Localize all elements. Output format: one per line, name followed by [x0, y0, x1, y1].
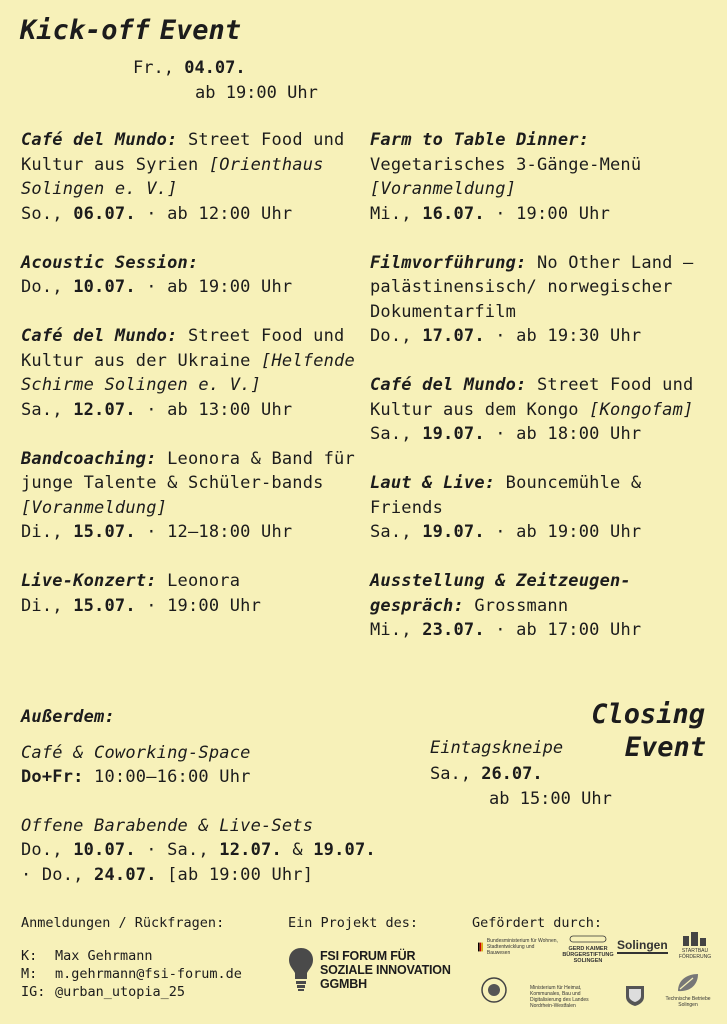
- text: · Do.,: [21, 864, 95, 885]
- event-date: 12.07.: [73, 399, 136, 420]
- nrw-crest-icon: [625, 985, 645, 1007]
- buildings-icon: [682, 930, 708, 946]
- event-time: · ab 18:00 Uhr: [484, 424, 642, 444]
- event-title: Farm to Table Dinner:: [370, 130, 590, 150]
- event-time: · 19:00 Uhr: [484, 203, 611, 224]
- event-note: [Voranmeldung]: [21, 497, 168, 518]
- kickoff-title-line1: Kick-off: [20, 15, 151, 46]
- event-date-line: [370, 520, 710, 545]
- fsi-name: [320, 949, 451, 991]
- event-description: [370, 471, 710, 520]
- event-date: 10.07.: [73, 277, 136, 297]
- event-title: Filmvorführung:: [370, 252, 527, 273]
- event-desc: Bouncemühle & Friends: [370, 473, 642, 518]
- event-day: Mi.,: [370, 203, 412, 224]
- ausserdem-heading: Außerdem:: [21, 707, 115, 727]
- project-heading: Ein Projekt des:: [288, 915, 419, 931]
- fsi-logo: [288, 946, 451, 994]
- event-entry: [370, 471, 710, 545]
- closing-date-line: [430, 762, 706, 787]
- event-time: · ab 19:30 Uhr: [484, 326, 642, 346]
- eagle-icon: [478, 938, 484, 956]
- event-day: Di.,: [21, 595, 63, 616]
- event-description: [370, 251, 710, 325]
- event-desc: No Other Land – palästinensisch/ norwegischer Dokumentarfilm: [370, 252, 694, 322]
- event-day: Do.,: [21, 277, 63, 297]
- lightbulb-icon: [288, 946, 314, 994]
- sponsor-bundesministerium: [478, 938, 558, 956]
- event-desc: Street Food und Kultur aus der Ukraine: [21, 326, 345, 371]
- event-entry: [21, 569, 356, 618]
- event-entry: [21, 447, 356, 545]
- fsi-line1: FSI FORUM FÜR: [320, 949, 416, 963]
- text: Do.,: [21, 840, 74, 860]
- event-desc: Grossmann: [463, 595, 569, 616]
- event-day: So.,: [21, 203, 63, 224]
- event-date: 19.07.: [422, 424, 485, 444]
- event-date: 15.07.: [73, 595, 136, 616]
- event-description: [21, 569, 356, 594]
- event-date: 16.07.: [422, 203, 485, 224]
- event-description: [21, 447, 356, 521]
- event-date-line: [370, 202, 710, 227]
- barabende-dates-line2: [21, 863, 381, 888]
- event-title: Café del Mundo:: [21, 326, 178, 346]
- text: [ab 19:00 Uhr]: [156, 864, 314, 885]
- leaf-icon: [675, 972, 701, 994]
- closing-block: [591, 700, 705, 729]
- event-title: Laut & Live:: [370, 473, 496, 493]
- event-time: · 19:00 Uhr: [135, 595, 262, 616]
- event-day: Mi.,: [370, 620, 412, 640]
- event-description: [370, 373, 710, 422]
- event-description: [370, 569, 710, 618]
- event-day: Sa.,: [370, 424, 412, 444]
- closing-time: ab 15:00 Uhr: [489, 788, 612, 809]
- coworking-time-line: [21, 765, 381, 790]
- event-time: · 12–18:00 Uhr: [135, 522, 293, 542]
- contact-ig-label: IG:: [21, 984, 46, 1000]
- event-note: [Helfende Schirme Solingen e. V.]: [21, 350, 355, 395]
- event-description: [370, 128, 710, 202]
- contact-instagram-link[interactable]: @urban_utopia_25: [55, 984, 186, 1000]
- contact-heading: Anmeldungen / Rückfragen:: [21, 915, 225, 931]
- sponsor-tbs: [663, 972, 713, 1008]
- event-entry: [370, 569, 710, 643]
- event-date: 23.07.: [422, 620, 485, 640]
- coworking-time: 10:00–16:00 Uhr: [83, 767, 251, 787]
- event-day: Do.,: [370, 326, 412, 346]
- kickoff-day: Fr.,: [133, 58, 174, 78]
- sponsor-startbau: [678, 930, 712, 960]
- event-date-line: [21, 520, 356, 545]
- event-entry: [21, 324, 356, 422]
- event-date: 06.07.: [73, 203, 136, 224]
- barabende-title: Offene Barabende & Live-Sets: [21, 815, 314, 836]
- closing-day: Sa.,: [430, 764, 471, 785]
- event-title: Café del Mundo:: [370, 375, 527, 395]
- closing-details: [430, 733, 706, 811]
- ausserdem-block: [21, 705, 381, 887]
- sponsor-text: STARTBAU FÖRDERUNG: [678, 948, 712, 960]
- event-day: Sa.,: [370, 522, 412, 542]
- event-time: · ab 12:00 Uhr: [135, 203, 293, 224]
- contact-m: [21, 965, 271, 983]
- kickoff-date-line: [133, 56, 246, 81]
- event-title: Live-Konzert:: [21, 571, 157, 591]
- closing-date: 26.07.: [481, 764, 543, 785]
- kickoff-time: ab 19:00 Uhr: [195, 83, 318, 103]
- event-entry: [21, 128, 356, 226]
- event-time: · ab 19:00 Uhr: [135, 277, 293, 297]
- contact-m-label: M:: [21, 966, 38, 982]
- date: 19.07.: [313, 840, 376, 860]
- event-note: [Voranmeldung]: [370, 179, 517, 199]
- sponsor-solingen: Solingen: [617, 938, 668, 952]
- event-desc: Leonora: [156, 571, 241, 591]
- contact-email-link[interactable]: m.gehrmann@fsi-forum.de: [55, 966, 242, 982]
- event-day: Sa.,: [21, 399, 63, 420]
- sponsor-kaimer: [562, 934, 614, 964]
- event-time: · ab 17:00 Uhr: [484, 620, 642, 640]
- event-description: [21, 128, 356, 202]
- event-date-line: [21, 275, 356, 300]
- sponsor-nrw-ministerium: Ministerium für Heimat, Kommunales, Bau und Digitalisierung des Landes Nordrhein-Westfalen: [530, 985, 589, 1009]
- event-time: · ab 19:00 Uhr: [484, 522, 642, 542]
- coworking-title: Café & Coworking-Space: [21, 742, 251, 763]
- event-date-line: [370, 422, 710, 447]
- event-entry: [21, 251, 356, 300]
- fsi-line3: GGMBH: [320, 977, 367, 991]
- event-date-line: [370, 324, 710, 349]
- kickoff-block: [20, 15, 318, 103]
- events-right-column: [370, 128, 710, 667]
- event-date: 17.07.: [422, 326, 485, 346]
- event-entry: [370, 128, 710, 226]
- event-title: Bandcoaching:: [21, 448, 157, 469]
- barabende-dates-line1: [21, 838, 381, 863]
- event-title: Café del Mundo:: [21, 130, 178, 150]
- date: 24.07.: [94, 864, 157, 885]
- event-date: 19.07.: [422, 522, 485, 542]
- event-desc: Street Food und Kultur aus Syrien: [21, 130, 345, 175]
- emblem-icon: [480, 976, 508, 1004]
- kaimer-logo-icon: [568, 934, 608, 944]
- text: · Sa.,: [135, 840, 220, 860]
- event-note: [Orienthaus Solingen e. V.]: [21, 154, 324, 199]
- kickoff-date: 04.07.: [184, 58, 246, 78]
- event-desc: Leonora & Band für junge Talente & Schüler-bands: [21, 448, 355, 493]
- closing-title-line1: Closing: [591, 699, 705, 730]
- contact-k-label: K:: [21, 948, 38, 964]
- event-date: 15.07.: [73, 522, 136, 542]
- sponsor-text: Technische Betriebe Solingen: [665, 996, 711, 1008]
- closing-title-line2: Event: [624, 732, 706, 763]
- event-desc: Vegetarisches 3-Gänge-Menü: [370, 154, 642, 175]
- fsi-line2: SOZIALE INNOVATION: [320, 963, 451, 977]
- event-date-line: [370, 618, 710, 643]
- event-date-line: [21, 398, 356, 423]
- sponsor-text: Bundesministerium für Wohnen, Stadtentwicklung und Bauwesen: [486, 938, 558, 956]
- date: 12.07.: [219, 840, 282, 860]
- funded-heading: Gefördert durch:: [472, 915, 603, 931]
- contact-k: [21, 947, 271, 965]
- events-left-column: [21, 128, 356, 643]
- event-description: [21, 324, 356, 398]
- event-title: Acoustic Session:: [21, 252, 199, 273]
- event-time: · ab 13:00 Uhr: [135, 399, 293, 420]
- closing-subtitle: Eintagskneipe: [430, 737, 564, 758]
- contact-k-value: Max Gehrmann: [55, 948, 153, 964]
- event-date-line: [21, 202, 356, 227]
- text: &: [281, 840, 314, 860]
- contact-block: [21, 914, 271, 1001]
- event-note: [Kongofam]: [589, 399, 694, 420]
- kickoff-title-line2: Event: [159, 15, 241, 46]
- event-desc: Street Food und Kultur aus dem Kongo: [370, 375, 694, 420]
- event-day: Di.,: [21, 522, 63, 542]
- event-title: Ausstellung & Zeitzeugen-gespräch:: [370, 571, 631, 616]
- event-date-line: [21, 594, 356, 619]
- event-description: [21, 251, 356, 276]
- event-entry: [370, 373, 710, 447]
- event-entry: [370, 251, 710, 349]
- contact-ig: [21, 983, 271, 1001]
- date: 10.07.: [73, 840, 136, 860]
- sponsor-text: GERD KAIMER BÜRGERSTIFTUNG SOLINGEN: [562, 946, 614, 964]
- coworking-days: Do+Fr:: [21, 767, 84, 787]
